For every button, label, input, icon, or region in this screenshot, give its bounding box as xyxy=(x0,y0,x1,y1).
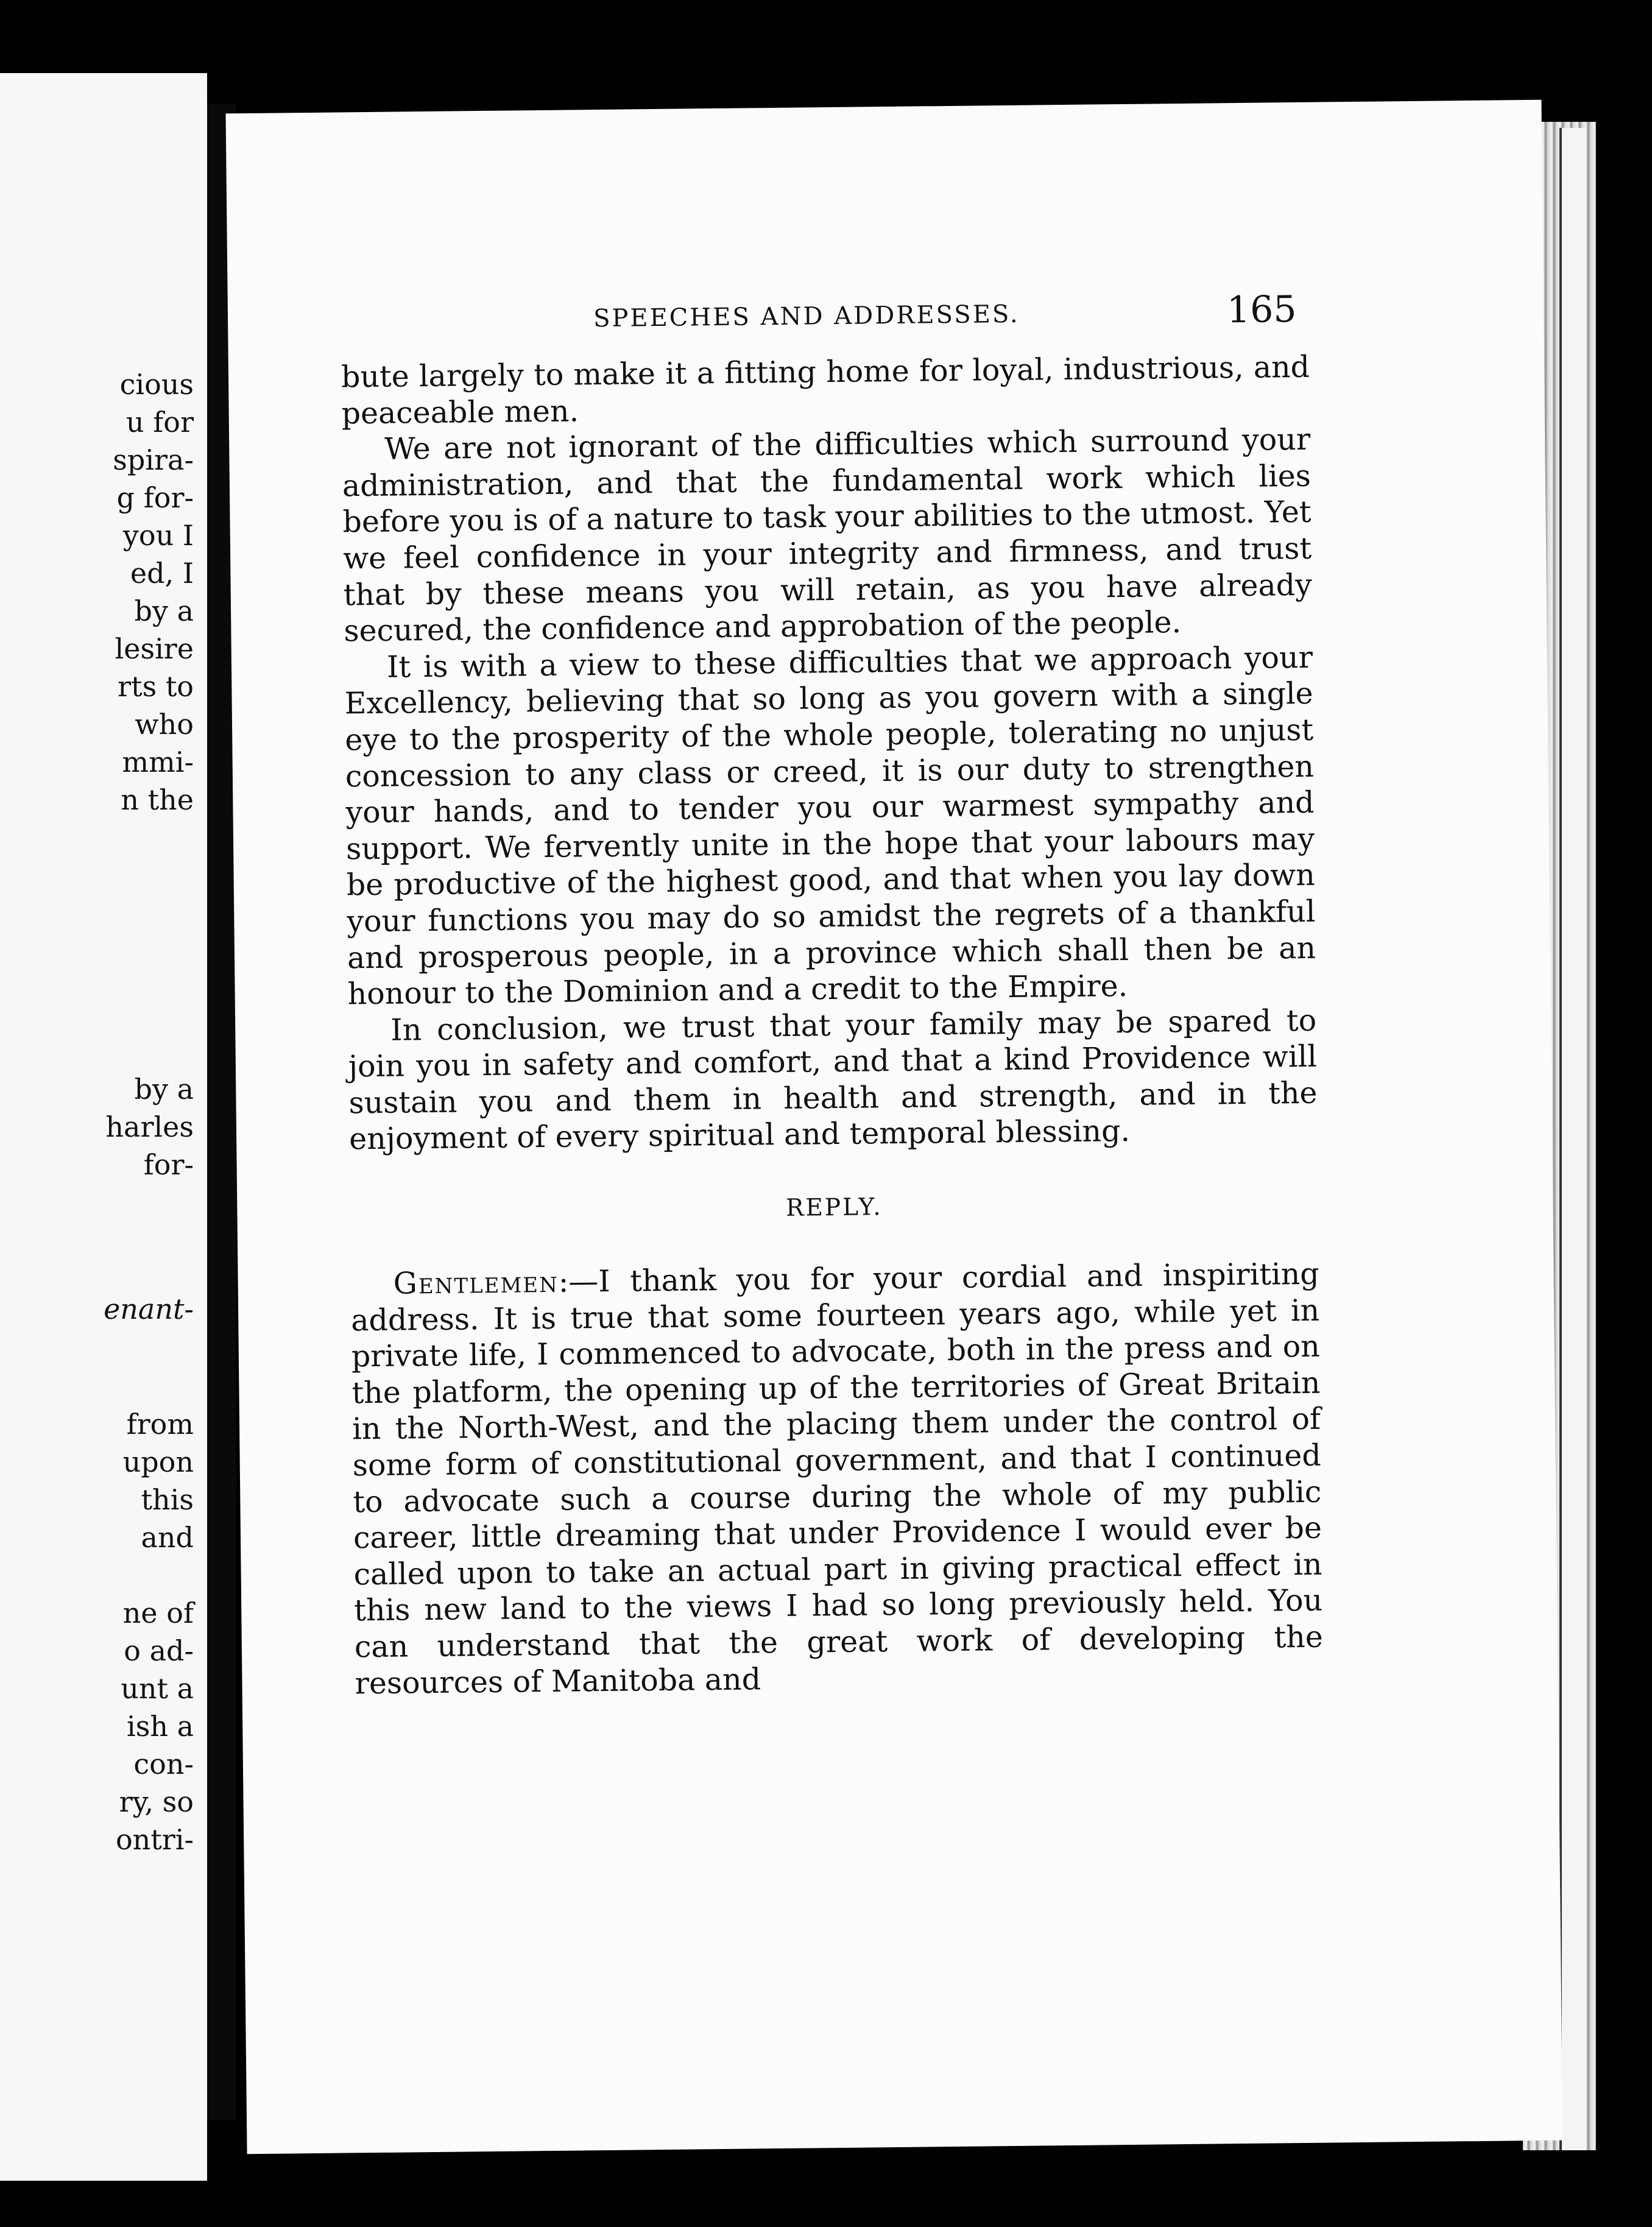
left-fragment: who xyxy=(135,708,194,741)
reply-heading: REPLY. xyxy=(785,1193,883,1222)
paragraph: In conclusion, we trust that your family may be spared to join you in safety and comfort, and that a kind Providence will sustain you and them in health and strength, and in the enjoyment of every spiritual and temporal blessing. xyxy=(348,1003,1318,1157)
left-fragment: n the xyxy=(121,783,194,816)
left-fragment: enant- xyxy=(104,1293,194,1325)
left-fragment: ne of xyxy=(122,1597,194,1629)
left-fragment: by a xyxy=(134,1073,194,1106)
left-fragment: u for xyxy=(126,406,194,439)
reply-paragraph xyxy=(350,1256,1323,1702)
left-fragment: rts to xyxy=(118,670,194,703)
running-head: SPEECHES AND ADDRESSES. xyxy=(593,300,1020,333)
left-fragment: from xyxy=(126,1408,194,1441)
left-fragment: mmi- xyxy=(122,746,194,778)
left-fragment: ed, I xyxy=(130,557,194,590)
left-fragment: g for- xyxy=(116,481,194,514)
left-fragment: o ad- xyxy=(124,1634,194,1667)
reply-salutation: Gentlemen xyxy=(393,1264,559,1301)
book-page xyxy=(226,100,1563,2154)
left-fragment: upon xyxy=(122,1445,194,1478)
left-fragment: ontri- xyxy=(115,1823,194,1856)
page-number: 165 xyxy=(1226,288,1297,332)
paragraph: We are not ignorant of the difficulties which surround your administration, and that the fundamental work which lies before you is of a nature to task your abilities to the utmost. Yet we feel confidence in your integrity and firmness, and trust that by these means you will retain, as you have already secured, the confidence and approbation of the people. xyxy=(342,422,1313,649)
left-fragment: harles xyxy=(105,1110,194,1143)
left-fragment: spira- xyxy=(113,443,194,476)
left-fragment: you I xyxy=(122,519,194,552)
left-fragment: con- xyxy=(133,1748,194,1781)
left-fragment: for- xyxy=(143,1148,194,1181)
left-fragment: cious xyxy=(119,368,194,401)
page-body xyxy=(341,349,1324,1702)
page-edge-outer xyxy=(1559,128,1586,2150)
left-fragment: ry, so xyxy=(119,1785,194,1818)
left-fragment: this xyxy=(141,1483,194,1516)
left-fragment: ish a xyxy=(127,1710,194,1743)
reply-text: :—I thank you for your cordial and inspiriting address. It is true that some fourteen years ago, while yet in private life, I commenced to advocate, both in the press and on the platform, the opening up of the territories of Great Britain in the North-West, and the placing them under the control of some form of constitutional government, and that I continued to advocate such a course during the whole of my public career, little dreaming that under Providence I would ever be called upon to take an actual part in giving practical effect in this new land to the views I had so long previously held. You can understand that the great work of developing the resources of Manitoba and xyxy=(350,1256,1324,1701)
previous-page xyxy=(0,73,207,2181)
paragraph: bute largely to make it a fitting home for loyal, industrious, and peaceable men. xyxy=(341,349,1310,431)
paragraph: It is with a view to these difficulties that we approach your Excellency, believing that so long as you govern with a single eye to the prosperity of the whole people, tolerating no unjust concession to any class or creed, it is our duty to strengthen your hands, and to tender you our warmest sympathy and support. We fervently unite in the hope that your labours may be productive of the highest good, and that when you lay down your functions you may do so amidst the regrets of a thankful and prosperous people, in a province which shall then be an honour to the Dominion and a credit to the Empire. xyxy=(344,640,1316,1012)
left-fragment: and xyxy=(141,1521,194,1554)
left-fragment: unt a xyxy=(121,1672,194,1705)
left-fragment: by a xyxy=(134,595,194,627)
left-fragment: lesire xyxy=(115,632,194,665)
